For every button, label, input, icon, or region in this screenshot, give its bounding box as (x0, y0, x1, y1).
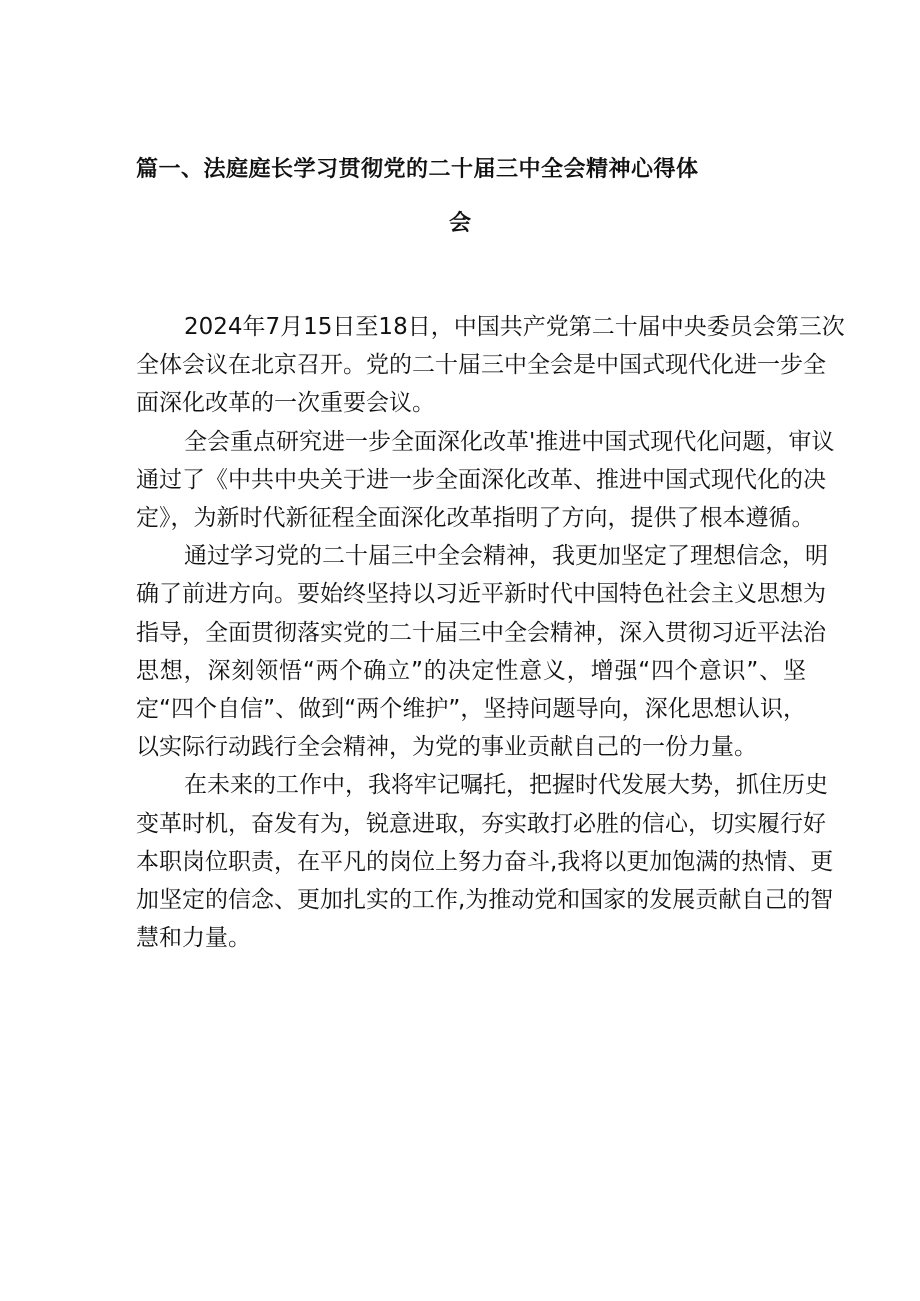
paragraph-line: 全体会议在北京召开。党的二十届三中全会是中国式现代化进一步全 (136, 352, 826, 379)
paragraph-line: 定“四个自信”、做到“两个维护”，坚持问题导向，深化思想认识， (136, 696, 806, 723)
paragraph-line: 思想，深刻领悟“两个确立”的决定性意义，增强“四个意识”、坚 (136, 657, 806, 684)
paragraph-1 (136, 308, 845, 423)
paragraph-line: 慧和力量。 (136, 925, 251, 952)
document-title-continuation: 会 (448, 211, 471, 236)
paragraph-line: 全会重点研究进一步全面深化改革'推进中国式现代化问题，审议 (184, 428, 835, 455)
paragraph-3 (136, 537, 828, 766)
paragraph-line: 指导，全面贯彻落实党的二十届三中全会精神，深入贯彻习近平法治 (136, 619, 826, 646)
paragraph-line: 以实际行动践行全会精神，为党的事业贡献自己的一份力量。 (136, 734, 757, 761)
paragraph-line: 定》，为新时代新征程全面深化改革指明了方向，提供了根本遵循。 (136, 505, 815, 532)
document-title: 篇一、法庭庭长学习贯彻党的二十届三中全会精神心得体 (136, 157, 699, 182)
paragraph-2 (136, 423, 835, 538)
paragraph-line: 加坚定的信念、更加扎实的工作,为推动党和国家的发展贡献自己的智 (136, 887, 834, 914)
paragraph-line: 2024年7月15日至18日，中国共产党第二十届中央委员会第三次 (184, 314, 845, 340)
paragraph-line: 变革时机，奋发有为，锐意进取，夯实敢打必胜的信心，切实履行好 (136, 810, 826, 837)
paragraph-4 (136, 766, 834, 957)
paragraph-line: 确了前进方向。要始终坚持以习近平新时代中国特色社会主义思想为 (136, 581, 826, 608)
paragraph-line: 通过了《中共中央关于进一步全面深化改革、推进中国式现代化的决 (136, 466, 826, 493)
paragraph-line: 面深化改革的一次重要会议。 (136, 390, 435, 417)
paragraph-line: 本职岗位职责，在平凡的岗位上努力奋斗,我将以更加饱满的热情、更 (136, 848, 834, 875)
document-body (136, 308, 845, 957)
paragraph-line: 通过学习党的二十届三中全会精神，我更加坚定了理想信念，明 (184, 543, 828, 570)
paragraph-line: 在未来的工作中，我将牢记嘱托，把握时代发展大势，抓住历史 (184, 772, 828, 799)
